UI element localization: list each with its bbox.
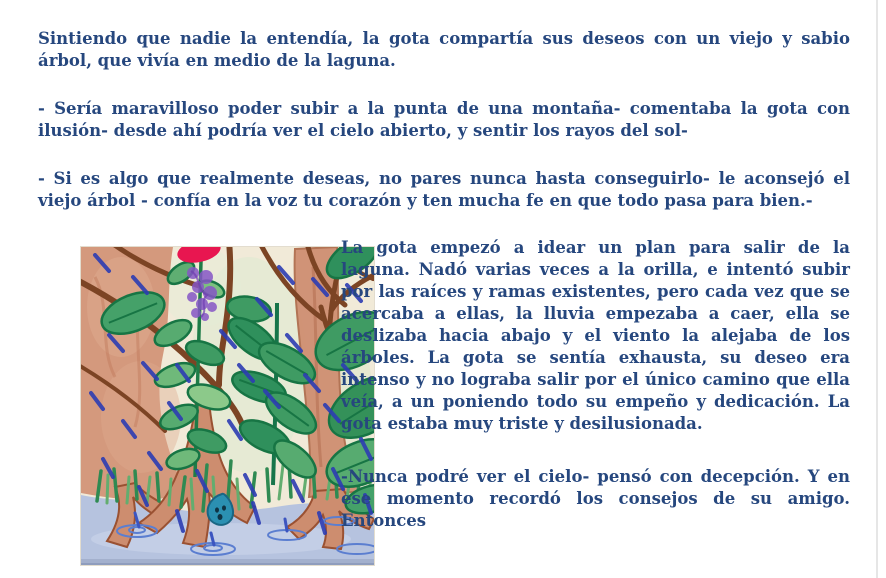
story-paragraph-2: - Sería maravilloso poder subir a la punta de una montaña- comentaba la gota con ilusión- desde ahí podría ver el cielo abierto, y sentir los rayos del sol- (38, 99, 850, 140)
story-paragraph-4: La gota empezó a idear un plan para salir de la laguna. Nadó varias veces a la orilla, e intentó subir por las raíces y ramas existentes, pero cada vez que se acercaba a ellas, la lluvia empezaba a caer, ella se deslizaba hacia abajo y el viento la alejaba de los árboles. La gota se sentía exhausta, su deseo era intenso y no lograba salir por el único camino que ella veía, a un poniendo todo su empeño y dedicación. La gota estaba muy triste y desilusionada. (341, 238, 850, 433)
lagoon-drawing (81, 247, 374, 565)
story-paragraph-1: Sintiendo que nadie la entendía, la gota compartía sus deseos con un viejo y sabio árbol, que vivía en medio de la laguna. (38, 29, 850, 70)
right-text-block (341, 237, 850, 532)
story-paragraph-5: -Nunca podré ver el cielo- pensó con decepción. Y en ese momento recordó los consejos de su amigo. Entonces (341, 467, 850, 530)
page-edge-line (876, 0, 878, 578)
story-paragraph-3: - Si es algo que realmente deseas, no pares nunca hasta conseguirlo- le aconsejó el viejo árbol - confía en la voz tu corazón y ten mucha fe en que todo pasa para bien.- (38, 169, 850, 210)
top-text-block (38, 28, 850, 238)
story-illustration (80, 246, 375, 566)
